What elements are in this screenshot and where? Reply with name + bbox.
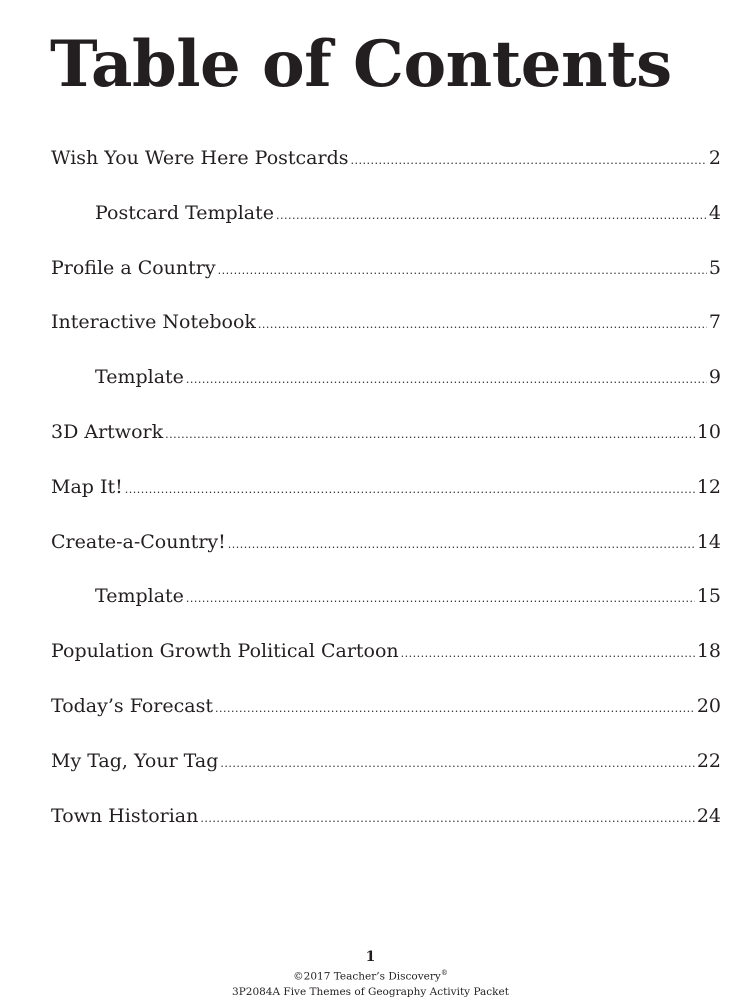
toc-entry bbox=[51, 359, 721, 414]
toc-entry-page: 4 bbox=[708, 201, 721, 224]
dot-leader bbox=[218, 253, 707, 289]
toc-entry bbox=[51, 798, 721, 853]
toc-entry-title: Today’s Forecast bbox=[51, 694, 213, 717]
toc-entry-title: Town Historian bbox=[51, 804, 199, 827]
toc-entry-title: Profile a Country bbox=[51, 256, 216, 279]
toc-entry-title: Postcard Template bbox=[95, 201, 274, 224]
dot-leader bbox=[276, 198, 707, 234]
dot-leader bbox=[200, 801, 694, 837]
toc-entry bbox=[51, 140, 721, 195]
registered-mark: ® bbox=[440, 969, 448, 977]
toc-entry-title: 3D Artwork bbox=[51, 420, 164, 443]
toc-entry-page: 5 bbox=[708, 256, 721, 279]
table-of-contents bbox=[51, 140, 721, 852]
toc-entry bbox=[51, 469, 721, 524]
page-title: Table of Contents bbox=[50, 27, 672, 102]
toc-entry-page: 7 bbox=[708, 311, 721, 334]
footer-product: 3P2084A Five Themes of Geography Activity Packet bbox=[232, 985, 509, 998]
dot-leader bbox=[215, 691, 695, 727]
footer-copyright bbox=[0, 966, 741, 985]
page-footer bbox=[0, 948, 741, 1000]
dot-leader bbox=[186, 362, 707, 398]
toc-entry bbox=[51, 195, 721, 250]
toc-entry-page: 20 bbox=[696, 694, 721, 717]
toc-entry bbox=[51, 633, 721, 688]
dot-leader bbox=[258, 307, 707, 343]
toc-entry-title: Population Growth Political Cartoon bbox=[51, 640, 399, 663]
dot-leader bbox=[220, 746, 694, 782]
toc-entry-page: 10 bbox=[696, 420, 721, 443]
toc-entry bbox=[51, 688, 721, 743]
copyright-text: ©2017 Teacher’s Discovery bbox=[293, 970, 441, 983]
footer-page-number: 1 bbox=[365, 949, 376, 965]
toc-entry-title: Interactive Notebook bbox=[51, 311, 256, 334]
toc-entry-page: 22 bbox=[696, 749, 721, 772]
toc-entry bbox=[51, 524, 721, 579]
toc-entry bbox=[51, 250, 721, 305]
toc-entry-page: 9 bbox=[708, 366, 721, 389]
toc-entry-page: 2 bbox=[708, 147, 721, 169]
toc-entry-page: 24 bbox=[696, 804, 721, 827]
dot-leader bbox=[401, 636, 695, 672]
dot-leader bbox=[186, 581, 695, 617]
dot-leader bbox=[228, 527, 695, 563]
toc-entry-title: Template bbox=[95, 585, 184, 608]
toc-entry bbox=[51, 578, 721, 633]
dot-leader bbox=[165, 417, 695, 453]
dot-leader bbox=[350, 143, 706, 179]
toc-entry-page: 14 bbox=[696, 530, 721, 553]
toc-entry-page: 12 bbox=[696, 475, 721, 498]
toc-entry-title: Map It! bbox=[51, 475, 123, 498]
toc-entry-title: My Tag, Your Tag bbox=[51, 749, 219, 772]
toc-entry bbox=[51, 304, 721, 359]
toc-entry-page: 15 bbox=[696, 585, 721, 608]
toc-entry-title: Wish You Were Here Postcards bbox=[51, 147, 349, 169]
dot-leader bbox=[125, 472, 695, 508]
toc-entry bbox=[51, 414, 721, 469]
toc-entry bbox=[51, 743, 721, 798]
toc-entry-page: 18 bbox=[696, 640, 721, 663]
toc-entry-title: Create-a-Country! bbox=[51, 530, 226, 553]
toc-entry-title: Template bbox=[95, 366, 184, 389]
